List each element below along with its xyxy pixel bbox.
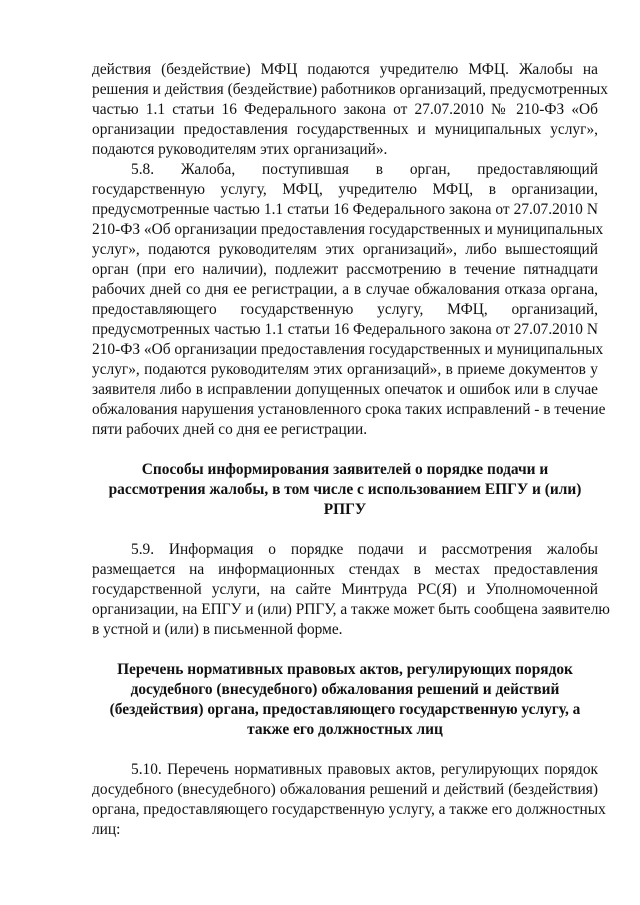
text-line: орган (при его наличии), подлежит рассмотрению в течение пятнадцати (92, 261, 598, 278)
text-line: 210-ФЗ «Об организации предоставления государственных и муниципальных (92, 341, 604, 358)
text-line: обжалования нарушения установленного срока таких исправлений - в течение (92, 401, 606, 418)
text-line: размещается на информационных стендах в местах предоставления (92, 561, 598, 578)
text-line: организации, на ЕПГУ и (или) РПГУ, а также может быть сообщена заявителю (92, 601, 610, 618)
section-heading: рассмотрения жалобы, в том числе с использованием ЕПГУ и (или) (108, 481, 582, 498)
text-line: предусмотренные частью 1.1 статьи 16 Федерального закона от 27.07.2010 N (92, 201, 598, 218)
text-line: подаются руководителям этих организаций». (92, 141, 388, 158)
section-heading: Перечень нормативных правовых актов, регулирующих порядок (117, 661, 573, 678)
text-line: пяти рабочих дней со дня ее регистрации. (92, 421, 368, 438)
text-line: государственной услуги, на сайте Минтруда РС(Я) и Уполномоченной (92, 581, 598, 598)
text-line: услуг», подаются руководителям этих организаций», либо вышестоящий (92, 241, 598, 258)
text-line: предоставляющего государственную услугу, МФЦ, организаций, (92, 301, 598, 318)
section-heading: также его должностных лиц (247, 721, 443, 738)
section-heading: Способы информирования заявителей о порядке подачи и (141, 461, 549, 478)
paragraph-5-10-first-line: 5.10. Перечень нормативных правовых актов, регулирующих порядок (131, 761, 598, 778)
section-heading: РПГУ (323, 501, 367, 518)
text-line: лиц: (92, 821, 121, 838)
section-heading: досудебного (внесудебного) обжалования решений и действий (130, 681, 560, 698)
text-line: досудебного (внесудебного) обжалования решений и действий (бездействия) (92, 781, 598, 798)
paragraph-5-9-first-line: 5.9. Информация о порядке подачи и рассмотрения жалобы (131, 541, 598, 558)
paragraph-5-8-first-line: 5.8. Жалоба, поступившая в орган, предоставляющий (131, 161, 598, 178)
text-line: государственную услугу, МФЦ, учредителю МФЦ, в организации, (92, 181, 598, 198)
section-heading: (бездействия) органа, предоставляющего государственную услугу, а (109, 701, 581, 718)
text-line: заявителя либо в исправлении допущенных опечаток и ошибок или в случае (92, 381, 598, 398)
text-line: органа, предоставляющего государственную услугу, а также его должностных (92, 801, 606, 818)
text-line: организации предоставления государственных и муниципальных услуг», (92, 121, 598, 138)
text-line: предусмотренных частью 1.1 статьи 16 Федерального закона от 27.07.2010 N (92, 321, 598, 338)
text-line: действия (бездействие) МФЦ подаются учредителю МФЦ. Жалобы на (92, 61, 598, 78)
text-line: рабочих дней со дня ее регистрации, а в случае обжалования отказа органа, (92, 281, 598, 298)
text-line: услуг», подаются руководителям этих организаций», в приеме документов у (92, 361, 598, 378)
text-line: 210-ФЗ «Об организации предоставления государственных и муниципальных (92, 221, 604, 238)
text-line: в устной и (или) в письменной форме. (92, 621, 343, 638)
text-line: частью 1.1 статьи 16 Федерального закона от 27.07.2010 № 210-ФЗ «Об (92, 101, 598, 118)
text-line: решения и действия (бездействие) работников организаций, предусмотренных (92, 81, 608, 98)
